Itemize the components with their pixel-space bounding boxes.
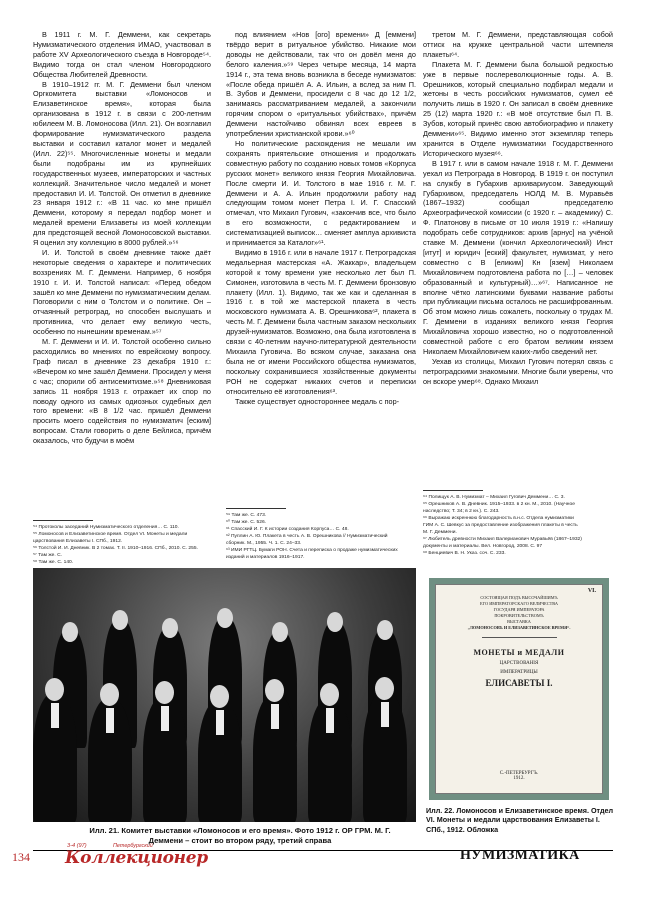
issue-number: 3-4 (97): [67, 843, 87, 849]
text-column-1: [33, 30, 211, 446]
catalogue-cover-image: [429, 578, 609, 800]
footnotes-column-3: [423, 494, 613, 557]
paragraph: Уехав из столицы, Михаил Гугович потерял связь с петроградскими знакомыми. Многие были уверены, что он вскоре умер⁶⁸. Однако Михаил: [423, 356, 613, 386]
text-column-2: [226, 30, 416, 406]
footnote: ⁶³ ИМИ РГТЦ. Бумаги РОН. Счета и переписка о продаже нумизматических: [226, 548, 398, 553]
footnote: ⁵⁹ Там же. С. 473.: [226, 513, 267, 518]
footnote: ГИМ А. С. Шевкус за предоставление изображения плакеты в честь: [423, 523, 578, 528]
text-column-3: [423, 30, 613, 387]
magazine-logo: Коллекционер: [65, 848, 208, 868]
cover-text: ЕГО ИМПЕРАТОРСКАГО ВЕЛИЧЕСТВА: [480, 601, 558, 606]
footnote: наследство; Т. 34; в 2 кн.). С. 243.: [423, 509, 500, 514]
cover-divider: [482, 637, 557, 638]
footnote: ⁵⁸ Там же. С. 140.: [33, 560, 74, 565]
paragraph: Также существует одностороннее медаль с пор-: [235, 396, 400, 406]
cover-text: ЦАРСТВОВАНІЯ: [499, 661, 539, 666]
paragraph: В 1917 г. или в самом начале 1918 г. М. Г. Деммени уехал из Петрограда в Новгород. В 1919 г. он поступил на службу в Губархив архивариусом. Заведующий Губархивом, председатель НОЛД М. В. Муравьёв (1867–1932) сообщал председателю Археографической комиссии (с 1920 г. – академику) С. Ф. Платонову в письме от 10 июля 1919 г.: «Напишу подобрать себе сотрудников: архив [арнус] на учёной ставке М. Деммени (кончил Археологический) Инст [итут] и юридич [еский] факультет, нумизмат, у него совместно с В [еликим] Кн [язем] Николаем Михайловичем подготовлена работа по […] – человек образованный и культурный)…»⁶⁷. Написанное не вполне чётко латинскими буквами название работы при публикации письма осталось не расшифрованным. Об этом можно лишь сожалеть, поскольку о трудах М. Г. Деммени в изданиях великого князя Георгия Михайловича хорошо известно, но о подготовленной совместной работе с его братом великим князем Николаем Михайловичем каких-либо сведений нет.: [423, 158, 613, 356]
footnote: ⁵⁵ Ломоносов и Елизаветинское время. Отдел VI. Монеты и медали: [33, 532, 188, 537]
figure-21-caption: Илл. 21. Комитет выставки «Ломоносов и его время». Фото 1912 г. ОР ГРМ. М. Г. Деммени – стоит во втором ряду, третий справа: [89, 826, 391, 845]
footnote-divider: [226, 508, 286, 509]
cover-page: [435, 584, 603, 794]
cover-city: С.-ПЕТЕРБУРГЪ.: [499, 771, 539, 776]
cover-text: ВЫСТАВКА: [507, 619, 531, 624]
footnote: ⁵⁶ Толстой И. И. Дневник. В 2 томах. Т. II. 1910–1916. СПб., 2010. С. 255.: [33, 546, 198, 551]
footnote: М. Г. Деммени.: [423, 530, 457, 535]
footnote: ⁶⁴ Полищук А. В. Нумизмат – Михаил Гугович Деммени… С. 3.: [423, 495, 565, 500]
footnotes-column-2: [226, 512, 416, 561]
footnote: документы и материалы. Вел. Новгород, 2008. С. 97: [423, 544, 543, 549]
paragraph: Плакета М. Г. Деммени была большой редкостью уже в первые послереволюционные годы. А. В. Орешников, который специально подбирал медали и жетоны в честь российских нумизматов, сумел её получить лишь в 1920 г. Он записал в своём дневнике 25 (12) марта 1920 г.: «В моё отсутствие был П. В. Зубов, который принёс свою автобиографию и плакету Деммени»⁶⁵. Видимо именно этот экземпляр теперь хранится в Отделе нумизматики Государственного Исторического музея⁶⁶.: [423, 59, 613, 158]
paragraph: под влиянием «Нов [ого] времени» Д [еммени] твёрдо верит в ритуальное убийство. Никакие мои доводы не действовали, так что он довёл меня до белого каления.»⁵⁹ Через четыре месяца, 14 марта 1914 г., эта тема вновь возникла в беседе нумизматов: «После обеда пришёл А. А. Ильин, а вслед за ним П. В. Зубов и Деммени, просидели с 8 час до 12 1/2, занимаясь рассматриванием медалей, а закончили горячим спором о «ритуальных убийствах», причём Деммени настойчиво обвинял всех евреев в употреблении христианской крови.»⁶⁰: [226, 30, 416, 139]
footnote-divider: [33, 520, 93, 521]
cover-text: ИМПЕРАТРИЦЫ: [500, 670, 538, 675]
footnote: ⁶⁵ Орешников А. В. Дневник. 1915–1933. в 2 кн. М., 2010. (Научное: [423, 502, 575, 507]
cover-text: „ЛОМОНОСОВЪ И ЕЛИЗАВЕТИНСКОЕ ВРЕМЯ“.: [467, 625, 571, 630]
magazine-logo-top: Петербургский: [113, 843, 153, 849]
footnote: ⁶¹ Спасский И. Г. К истории создания Корпуса… С. 48.: [226, 527, 349, 532]
footnote: ⁵⁷ Там же. С.: [33, 553, 62, 558]
page-number: 134: [12, 850, 30, 864]
cover-text: ПОКРОВИТЕЛЬСТВОМЪ: [494, 613, 544, 618]
paragraph: Но политические расхождения не мешали им сохранять приятельские отношения и продолжать совместную работу по созданию новых томов «Корпуса русских монет» великого князя Георгия Михайловича. После смерти И. И. Толстого в мае 1916 г. М. Г. Деммени и А. А. Ильин продолжили работу над следующим томом монет Петра I. И. Г. Спасский отмечал, что Михаил Гугович, «закончив все, что было в его возможности, с редактированием и систематизацией выписок… сменяет амплуа архивиста и принимается за Каталог»⁶¹.: [226, 138, 416, 248]
section-title: НУМИЗМАТИКА: [460, 848, 580, 863]
footnote: изданий и материалов 1916–1917.: [226, 555, 305, 560]
figure-22-caption: Илл. 22. Ломоносов и Елизаветинское время. Отдел VI. Монеты и медали царствования Елизаветы I. СПб., 1912. Обложка: [426, 806, 614, 834]
footnotes-column-1: [33, 524, 213, 566]
cover-text: ГОСУДАРЯ ИМПЕРАТОРА: [493, 607, 545, 612]
paragraph: М. Г. Деммени и И. И. Толстой особенно сильно расходились во мнениях по еврейскому вопросу. Граф писал в дневнике 23 декабря 1910 г.: «Вечером ко мне зашёл Деммени. Просидел у меня с час; спорили об антисемитизме.»⁵⁸ Дневниковая запись 11 ноября 1913 г. отражает их спор по поводу одного из самых одиозных судебных дел того времени: «В 8 1/2 час. пришёл Деммени просить моего содействия по нумизматич [еским] вопросам. Стали говорить о деле Бейлиса, причём оказалось, что будучи в моём: [33, 337, 211, 446]
footnote: ⁶⁶ Выражаю искреннюю благодарность в.н.с. Отдела нумизматики: [423, 516, 574, 521]
paragraph: третом М. Г. Деммени, представляющая собой оттиск на кружке центральной части штемпеля плакеты⁶⁴.: [423, 30, 613, 59]
footnote: ⁶² Пуплин А. Ю. Плакета в честь А. В. Орешникова // Нумизматический: [226, 534, 388, 539]
paragraph: Видимо в 1916 г. или в начале 1917 г. Петроградская медальерная мастерская «А. Жаккар», владельцем которой к тому времени уже несколько лет был П. Симонен, изготовила в честь М. Г. Деммени бронзовую плакету (Илл. 1). Видимо, так же как и сделанная в 1916 г. в той же мастерской плакета в честь московского нумизмата А. В. Орешникова⁶², плакета в честь М. Г. Деммени была частным заказом нескольких друзей-нумизматов. Возможно, она была изготовлена в связи с 40-летним научно-литературной деятельности Михаила Гуговича. Во всяком случае, заказана она была не от имени Российского общества нумизматов, поскольку сохранившиеся хозяйственные документы РОН не содержат никаких счетов и переписки относительно её изготовления⁶³.: [226, 247, 416, 396]
cover-volume-label: VI.: [587, 588, 596, 594]
cover-title: ЕЛИСАВЕТЫ I.: [485, 678, 553, 688]
paragraph: В 1911 г. М. Г. Деммени, как секретарь Нумизматического отделения ИМАО, участвовал в работе XV Археологического съезда в Новгороде⁵⁴. Видимо тогда он стал членом Новгородского Общества Любителей Древности.: [33, 30, 211, 79]
footnote: ⁶⁷ Любитель древности Михаил Валерианович Муравьёв (1867–1932): [423, 537, 582, 542]
footnote: ⁶⁰ Там же. С. 526.: [226, 520, 267, 525]
cover-title: МОНЕТЫ и МЕДАЛИ: [473, 648, 565, 657]
footnote: ⁶⁸ Бенциевич В. Н. Указ. соч. С. 233.: [423, 551, 506, 556]
footnote-divider: [423, 490, 483, 491]
cover-year: 1912.: [513, 776, 525, 781]
cover-text: СОСТОЯЩАЯ ПОДЪ ВЫСОЧАЙШИМЪ: [480, 595, 558, 600]
cover-imprint: [436, 771, 602, 781]
footnote: сборник. М., 1955. Ч. 1. С. 24–33.: [226, 541, 302, 546]
paragraph: И. И. Толстой в своём дневнике также даёт некоторые сведения о характере и политических воззрениях М. Г. Деммени. Например, 6 ноября 1910 г. И. И. Толстой написал: «Перед обедом зашёл ко мне Деммени по нумизматическим делам. Поговорили с ним о Толстом и о политике. Он – отчаянный ретроград, но способен выслушать и противника, что делает ему великую честь, особенно по нынешним временам.»⁵⁷: [33, 247, 211, 337]
paragraph: В 1910–1912 гг. М. Г. Деммени был членом Оргкомитета выставки «Ломоносов и Елизаветинское время», которая была организована в 1912 г. в связи с 200-летним юбилеем М. В. Ломоносова (Илл. 21). Он возглавил формирование нумизматического раздела выставки и составил каталог монет и медалей (Илл. 22)⁵⁵. Многочисленные монеты и медали были подобраны им из крупнейших государственных музеев, императорских и частных коллекций. Значительное число медалей и монет предоставил И. И. Толстой. Он отметил в дневнике 23 января 1912 г.: «В 11 час. ко мне пришёл Деммени, которому я передал подбор монет и медалей времени Елизаветы из моей коллекции для предстоящей весной Ломоносовской выставки. Я оценил эту коллекцию в 8000 рублей.»⁵⁶: [33, 79, 211, 248]
footnote: ⁵⁴ Протоколы заседаний Нумизматического отделения… С. 110.: [33, 525, 179, 530]
footnote: царствования Елизаветы I. СПб., 1912.: [33, 539, 123, 544]
committee-group-photo: [33, 568, 416, 822]
